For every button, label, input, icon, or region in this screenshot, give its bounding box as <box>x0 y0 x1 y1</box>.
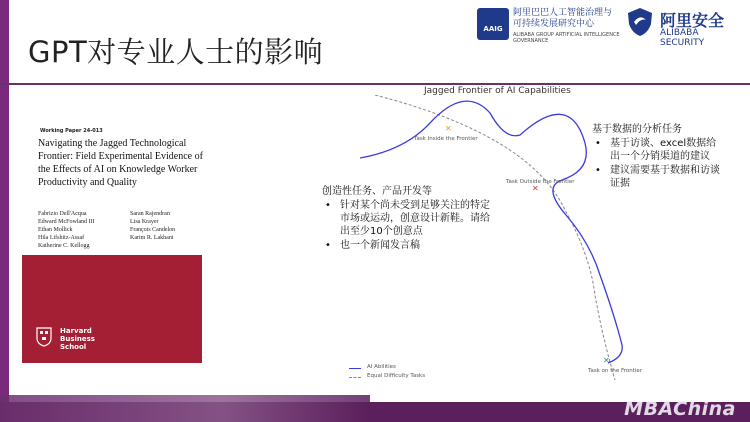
school-name <box>60 327 95 351</box>
creative-heading: 创造性任务、产品开发等 <box>322 186 432 197</box>
analysis-bullet: • 建议需要基于数据和访谈证据 <box>595 165 720 189</box>
author: Katherine C. Kellogg <box>38 243 90 249</box>
alibaba-security-shield-icon <box>624 6 656 38</box>
analysis-heading: 基于数据的分析任务 <box>592 124 682 135</box>
legend-equal <box>349 373 425 382</box>
legend-ai-label: AI Abilities <box>367 364 396 370</box>
task-on-label: Task on the Frontier <box>588 368 643 374</box>
aaig-logo: AAIG <box>477 8 509 40</box>
footer-decoration <box>0 395 370 422</box>
author: François Candelon <box>130 227 176 233</box>
paper-title: Navigating the Jagged Technological Frontier: Field Experimental Evidence of the Effects of AI on Knowledge Worker Productivity and Quality <box>38 138 203 188</box>
diagram-legend <box>349 364 425 382</box>
task-outside-label: Task Outside the Frontier <box>506 179 575 185</box>
alibaba-security-english: ALIBABA SECURITY <box>660 28 705 48</box>
task-inside-marker: ✕ <box>445 124 452 133</box>
task-on-marker: ✕ <box>603 356 610 365</box>
harvard-block <box>22 255 202 363</box>
paper-cover <box>22 118 202 363</box>
creative-bullet: • 也一个新闻发言稿 <box>325 240 420 251</box>
title-divider <box>0 83 750 85</box>
working-paper-number: Working Paper 24-013 <box>40 128 103 134</box>
analysis-tasks <box>592 123 720 190</box>
task-inside-label: Task Inside the Frontier <box>414 136 478 142</box>
author: Ethan Mollick <box>38 227 73 233</box>
author: Karim R. Lakhani <box>130 235 174 241</box>
author: Hila Lifshitz-Assaf <box>38 235 85 241</box>
author: Fabrizio Dell'Acqua <box>38 211 87 217</box>
legend-ai-swatch <box>349 368 361 369</box>
creative-tasks <box>322 185 494 252</box>
slide-title: GPT对专业人士的影响 <box>28 35 324 69</box>
creative-bullet: • 针对某个尚未受到足够关注的特定市场或运动，创意设计新鞋。请给出至少10个创意点 <box>325 200 490 237</box>
author: Edward McFowland III <box>38 219 95 225</box>
aaig-name: 阿里巴巴人工智能治理与可持续发展研究中心 <box>513 8 613 29</box>
harvard-shield-icon <box>36 327 52 347</box>
legend-ai <box>349 364 425 373</box>
diagram-title: Jagged Frontier of AI Capabilities <box>424 86 571 96</box>
school-line: Business <box>60 335 95 343</box>
author: Lisa Krayer <box>130 219 159 225</box>
analysis-bullet: • 基于访谈、excel数据给出一个分销渠道的建议 <box>595 138 717 162</box>
authors-right <box>130 210 210 242</box>
school-line: Harvard <box>60 327 92 335</box>
logo-group <box>477 6 742 46</box>
watermark: MBAChina <box>624 398 736 420</box>
legend-equal-swatch <box>349 377 361 378</box>
author: Saran Rajendran <box>130 211 170 217</box>
school-line: School <box>60 343 87 351</box>
task-outside-marker: ✕ <box>532 184 539 193</box>
accent-bar <box>0 0 9 422</box>
legend-equal-label: Equal Difficulty Tasks <box>367 373 426 379</box>
alibaba-security-name: 阿里安全 <box>660 11 725 30</box>
aaig-english: ALIBABA GROUP ARTIFICIAL INTELLIGENCE GOVERNANCE <box>513 32 620 44</box>
authors-left <box>38 210 118 250</box>
